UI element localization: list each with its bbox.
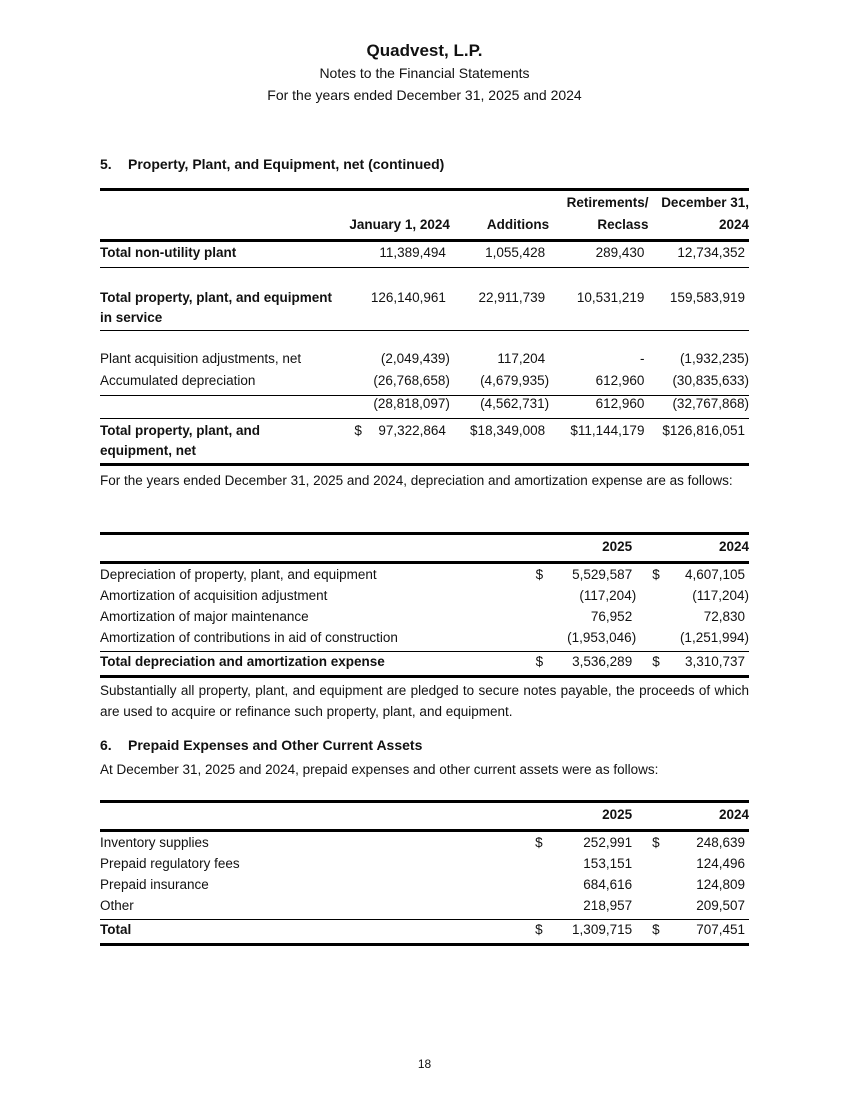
section-6-intro: At December 31, 2025 and 2024, prepaid expenses and other current assets were as follows: bbox=[100, 762, 659, 777]
table-row bbox=[100, 588, 749, 609]
reporting-period: For the years ended December 31, 2025 and 2024 bbox=[267, 87, 582, 103]
ppe-rollforward-table bbox=[100, 188, 749, 466]
row-label: Accumulated depreciation bbox=[100, 373, 256, 388]
currency-symbol bbox=[636, 898, 660, 920]
table-row bbox=[100, 877, 749, 898]
row-label: Prepaid insurance bbox=[100, 877, 209, 892]
cell-value: 124,496 bbox=[696, 856, 745, 871]
cell-value: (32,767,868) bbox=[672, 396, 749, 411]
row-label: Prepaid regulatory fees bbox=[100, 856, 240, 871]
cell-value: 11,389,494 bbox=[379, 245, 446, 260]
row-label: Other bbox=[100, 898, 134, 913]
col-header-dec31: December 31, bbox=[661, 195, 749, 210]
cell-value: 252,991 bbox=[583, 835, 633, 850]
col-header-2024: 2024 bbox=[718, 539, 749, 554]
cell-value: 12,734,352 bbox=[677, 245, 745, 260]
section-5-title: Property, Plant, and Equipment, net (continued) bbox=[128, 156, 445, 172]
pledge-paragraph: Substantially all property, plant, and equipment are pledged to secure notes payable, the proceeds of which are used to acquire or refinance such property, plant, and equipment. bbox=[100, 683, 749, 719]
table-row bbox=[100, 831, 749, 857]
cell-value bbox=[349, 419, 450, 465]
cell-value: 1,309,715 bbox=[572, 922, 633, 937]
cell-value: 3,536,289 bbox=[572, 654, 633, 669]
currency-symbol bbox=[521, 609, 544, 630]
row-label: Inventory supplies bbox=[100, 835, 209, 850]
cell-value: (30,835,633) bbox=[672, 373, 749, 388]
cell-value: - bbox=[639, 351, 645, 366]
cell-value: $126,816,051 bbox=[662, 423, 745, 438]
cell-value: 209,507 bbox=[696, 898, 745, 913]
cell-value: (1,932,235) bbox=[679, 351, 749, 366]
row-label-line: Total property, plant, and equipment bbox=[100, 290, 333, 305]
section-6-heading bbox=[100, 737, 422, 753]
cell-value: 5,529,587 bbox=[572, 567, 633, 582]
cell-value: 159,583,919 bbox=[669, 290, 745, 305]
cell-value: 126,140,961 bbox=[370, 290, 446, 305]
cell-value: 72,830 bbox=[703, 609, 745, 624]
row-label-line: Total property, plant, and bbox=[100, 423, 261, 438]
cell-value: 124,809 bbox=[696, 877, 745, 892]
currency-symbol bbox=[636, 877, 660, 898]
section-6-number: 6. bbox=[100, 737, 112, 753]
row-label-line: equipment, net bbox=[100, 443, 197, 458]
document-subtitle: Notes to the Financial Statements bbox=[319, 65, 530, 81]
row-label bbox=[100, 288, 349, 331]
cell-value: (1,251,994) bbox=[679, 630, 749, 645]
section-5-heading bbox=[100, 156, 444, 172]
cell-value: 153,151 bbox=[583, 856, 633, 871]
row-label: Amortization of major maintenance bbox=[100, 609, 309, 624]
table-row bbox=[100, 898, 749, 920]
section-6-title: Prepaid Expenses and Other Current Assets bbox=[128, 737, 423, 753]
currency-symbol: $ bbox=[652, 835, 660, 850]
row-label bbox=[100, 419, 349, 465]
table-header-row-2 bbox=[100, 217, 749, 241]
cell-value-amount: 97,322,864 bbox=[378, 423, 446, 438]
page-number: 18 bbox=[417, 1057, 432, 1071]
col-header-reclass: Reclass bbox=[597, 217, 649, 232]
cell-value: (117,204) bbox=[692, 588, 749, 603]
currency-symbol bbox=[636, 856, 660, 877]
cell-value: 218,957 bbox=[583, 898, 633, 913]
table-total-row bbox=[100, 652, 749, 677]
currency-symbol bbox=[521, 630, 544, 652]
table-row bbox=[100, 609, 749, 630]
cell-value: 248,639 bbox=[696, 835, 745, 850]
table-row bbox=[100, 288, 749, 331]
cell-value: (26,768,658) bbox=[373, 373, 450, 388]
table-row bbox=[100, 373, 749, 396]
currency-symbol: $ bbox=[535, 922, 543, 937]
currency-symbol bbox=[636, 609, 660, 630]
table-total-row bbox=[100, 419, 749, 465]
cell-value: 612,960 bbox=[595, 373, 645, 388]
row-label: Total non-utility plant bbox=[100, 245, 237, 260]
col-header-retirements: Retirements/ bbox=[566, 195, 649, 210]
row-label bbox=[100, 396, 349, 419]
cell-value: 10,531,219 bbox=[576, 290, 645, 305]
depreciation-table bbox=[100, 532, 749, 678]
cell-value: $11,144,179 bbox=[570, 423, 645, 438]
table-row bbox=[100, 241, 749, 268]
cell-value: 22,911,739 bbox=[478, 290, 546, 305]
currency-symbol: $ bbox=[535, 567, 544, 582]
col-header-2025: 2025 bbox=[602, 807, 633, 822]
cell-value: (28,818,097) bbox=[373, 396, 450, 411]
cell-value: 117,204 bbox=[497, 351, 546, 366]
row-label: Amortization of contributions in aid of construction bbox=[100, 630, 398, 645]
currency-symbol bbox=[520, 898, 543, 920]
row-label: Total depreciation and amortization expense bbox=[100, 654, 385, 669]
table-header-row bbox=[100, 802, 749, 831]
table-header-row bbox=[100, 190, 749, 218]
row-label: Total bbox=[100, 922, 132, 937]
cell-value: $18,349,008 bbox=[470, 423, 546, 438]
currency-symbol: $ bbox=[354, 423, 362, 438]
table-total-row bbox=[100, 920, 749, 945]
col-header-2024: 2024 bbox=[718, 807, 749, 822]
cell-value: (1,953,046) bbox=[567, 630, 637, 645]
row-label: Plant acquisition adjustments, net bbox=[100, 351, 302, 366]
cell-value: 707,451 bbox=[696, 922, 745, 937]
cell-value: 1,055,428 bbox=[485, 245, 546, 260]
cell-value: 4,607,105 bbox=[684, 567, 745, 582]
company-name: Quadvest, L.P. bbox=[366, 41, 483, 60]
col-header-jan1: January 1, 2024 bbox=[349, 217, 450, 232]
prepaid-expenses-table bbox=[100, 800, 749, 946]
currency-symbol: $ bbox=[535, 654, 544, 669]
cell-value: (117,204) bbox=[579, 588, 637, 603]
table-row bbox=[100, 396, 749, 419]
col-header-2024: 2024 bbox=[718, 217, 749, 232]
table-row bbox=[100, 563, 749, 589]
cell-value: 76,952 bbox=[590, 609, 633, 624]
document-header bbox=[0, 40, 849, 106]
currency-symbol: $ bbox=[652, 654, 660, 669]
cell-value: (4,679,935) bbox=[480, 373, 550, 388]
col-header-2025: 2025 bbox=[602, 539, 633, 554]
row-label-line: in service bbox=[100, 310, 163, 325]
depreciation-intro-paragraph: For the years ended December 31, 2025 and 2024, depreciation and amortization expense are as follows: bbox=[100, 473, 733, 488]
row-label: Amortization of acquisition adjustment bbox=[100, 588, 328, 603]
currency-symbol bbox=[520, 877, 543, 898]
table-row bbox=[100, 856, 749, 877]
cell-value: 612,960 bbox=[595, 396, 645, 411]
currency-symbol: $ bbox=[535, 835, 543, 850]
table-header-row bbox=[100, 534, 749, 563]
col-header-additions: Additions bbox=[486, 217, 550, 232]
currency-symbol bbox=[636, 588, 660, 609]
currency-symbol: $ bbox=[652, 567, 660, 582]
table-row bbox=[100, 630, 749, 652]
cell-value: (4,562,731) bbox=[480, 396, 550, 411]
cell-value: 684,616 bbox=[583, 877, 633, 892]
currency-symbol: $ bbox=[652, 922, 660, 937]
cell-value: 3,310,737 bbox=[684, 654, 745, 669]
cell-value: (2,049,439) bbox=[380, 351, 450, 366]
currency-symbol bbox=[636, 630, 660, 652]
section-5-number: 5. bbox=[100, 156, 112, 172]
cell-value: 289,430 bbox=[595, 245, 645, 260]
row-label: Depreciation of property, plant, and equipment bbox=[100, 567, 377, 582]
currency-symbol bbox=[521, 588, 544, 609]
currency-symbol bbox=[520, 856, 543, 877]
table-row bbox=[100, 351, 749, 373]
